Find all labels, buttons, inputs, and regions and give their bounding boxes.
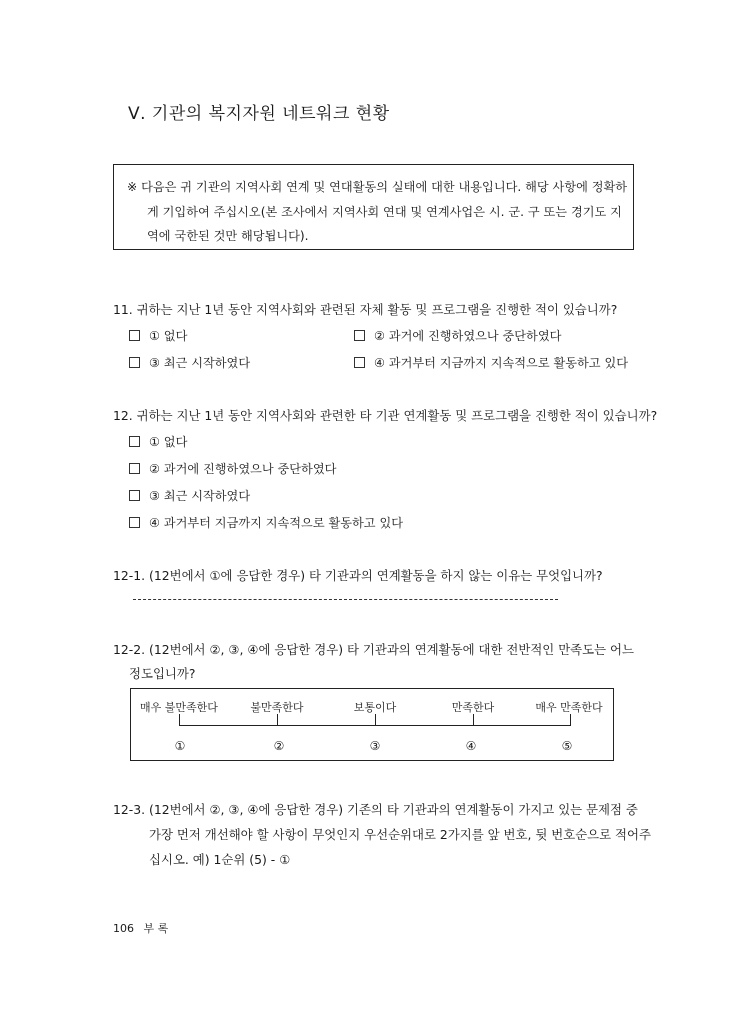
- checkbox[interactable]: [129, 463, 140, 474]
- checkbox[interactable]: [129, 490, 140, 501]
- question-11: 11. 귀하는 지난 1년 동안 지역사회와 관련된 자체 활동 및 프로그램을 진행한 적이 있습니까?: [113, 302, 618, 317]
- q11-option-2[interactable]: [354, 327, 561, 344]
- option-label: ① 없다: [149, 435, 188, 449]
- scale-label-3: 보통이다: [353, 701, 397, 714]
- q12-option-1[interactable]: [129, 433, 187, 450]
- question-12-3-line-3: 십시오. 예) 1순위 (5) - ①: [149, 852, 291, 867]
- answer-line[interactable]: [133, 599, 558, 600]
- question-12-1: 12-1. (12번에서 ①에 응답한 경우) 타 기관과의 연계활동을 하지 않는 이유는 무엇입니까?: [113, 568, 603, 583]
- question-12-2-line-1: 12-2. (12번에서 ②, ③, ④에 응답한 경우) 타 기관과의 연계활동에 대한 전반적인 만족도는 어느: [113, 642, 634, 657]
- checkbox[interactable]: [354, 357, 365, 368]
- notice-line-1: ※ 다음은 귀 기관의 지역사회 연계 및 연대활동의 실태에 대한 내용입니다. 해당 사항에 정확하: [127, 180, 628, 194]
- scale-tick: [375, 714, 376, 726]
- scale-choice-3[interactable]: ③: [369, 739, 381, 753]
- scale-choice-4[interactable]: ④: [465, 739, 477, 753]
- notice-box: [113, 164, 634, 250]
- question-12-2-line-2: 정도입니까?: [129, 666, 196, 681]
- scale-choice-2[interactable]: ②: [273, 739, 285, 753]
- question-12-3-line-2: 가장 먼저 개선해야 할 사항이 무엇인지 우선순위대로 2가지를 앞 번호, 뒷 번호순으로 적어주: [149, 827, 651, 842]
- scale-tick: [473, 714, 474, 726]
- question-12: 12. 귀하는 지난 1년 동안 지역사회와 관련한 타 기관 연계활동 및 프로그램을 진행한 적이 있습니까?: [113, 408, 658, 423]
- option-label: ④ 과거부터 지금까지 지속적으로 활동하고 있다: [374, 356, 628, 370]
- scale-choice-5[interactable]: ⑤: [561, 739, 573, 753]
- scale-tick: [179, 714, 180, 726]
- scale-label-2: 불만족한다: [250, 701, 304, 714]
- question-12-3-line-1: 12-3. (12번에서 ②, ③, ④에 응답한 경우) 기존의 타 기관과의 연계활동이 가지고 있는 문제점 중: [113, 802, 638, 817]
- footer-section: 부 록: [143, 922, 169, 935]
- section-title: Ⅴ. 기관의 복지자원 네트워크 현황: [128, 104, 390, 124]
- checkbox[interactable]: [129, 436, 140, 447]
- notice-line-2: 게 기입하여 주십시오(본 조사에서 지역사회 연대 및 연계사업은 시. 군. 구 또는 경기도 지: [147, 205, 622, 219]
- notice-line-3: 역에 국한된 것만 해당됩니다).: [147, 229, 309, 243]
- checkbox[interactable]: [129, 517, 140, 528]
- option-label: ② 과거에 진행하였으나 중단하였다: [374, 329, 562, 343]
- scale-label-1: 매우 불만족한다: [140, 701, 218, 714]
- option-label: ① 없다: [149, 329, 188, 343]
- q11-option-1[interactable]: [129, 327, 187, 344]
- option-label: ④ 과거부터 지금까지 지속적으로 활동하고 있다: [149, 516, 403, 530]
- q12-option-3[interactable]: [129, 487, 250, 504]
- scale-tick: [277, 714, 278, 726]
- q12-option-4[interactable]: [129, 514, 403, 531]
- checkbox[interactable]: [129, 330, 140, 341]
- page-footer: [113, 920, 168, 936]
- scale-label-4: 만족한다: [451, 701, 495, 714]
- scale-tick: [570, 714, 571, 726]
- q11-option-3[interactable]: [129, 354, 250, 371]
- checkbox[interactable]: [354, 330, 365, 341]
- option-label: ③ 최근 시작하였다: [149, 489, 251, 503]
- option-label: ② 과거에 진행하였으나 중단하였다: [149, 462, 337, 476]
- satisfaction-scale: [130, 688, 614, 761]
- scale-label-5: 매우 만족한다: [535, 701, 603, 714]
- scale-choice-1[interactable]: ①: [174, 739, 186, 753]
- checkbox[interactable]: [129, 357, 140, 368]
- q12-option-2[interactable]: [129, 460, 336, 477]
- option-label: ③ 최근 시작하였다: [149, 356, 251, 370]
- q11-option-4[interactable]: [354, 354, 628, 371]
- page-number: 106: [113, 922, 134, 935]
